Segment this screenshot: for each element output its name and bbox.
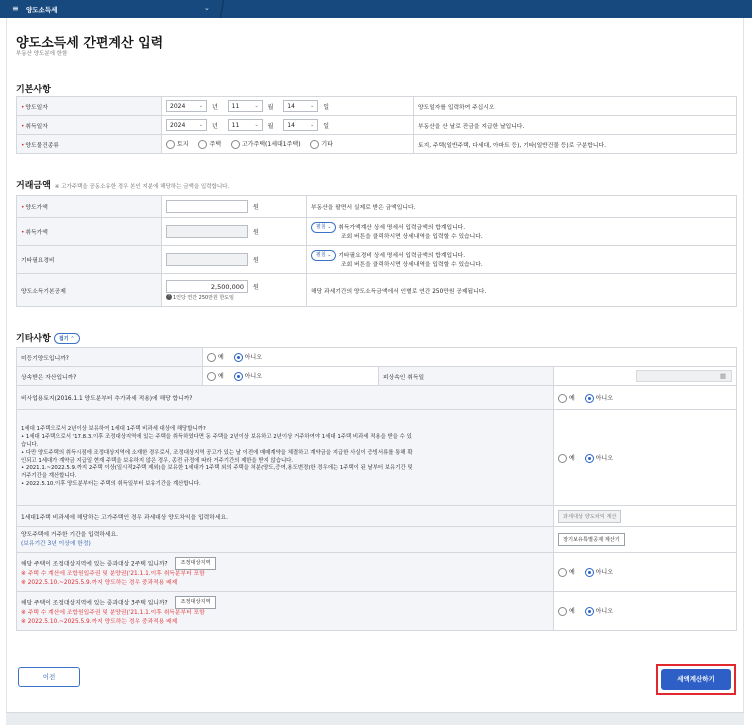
heavy3-note-2: ※ 2022.5.10.~2025.5.9.까지 양도하는 경우 중과적용 배제: [21, 618, 178, 625]
decedent-date-input[interactable]: [636, 370, 732, 382]
top-nav-bar: [0, 0, 752, 18]
basic-deduction-input[interactable]: 2,500,000: [166, 280, 248, 293]
heavy3-note-1: ※ 주택 수 계산에 조합원입주권 및 분양권('21.1.1.이후 취득분부터 포함: [21, 610, 205, 617]
heavy2-note-2: ※ 2022.5.10.~2025.5.9.까지 양도하는 경우 중과적용 배제: [21, 579, 178, 586]
info-icon: !: [166, 294, 172, 300]
heavy2-question: 해당 주택이 조정대상지역에 있는 중과대상 2주택 입니까? 조정대상지역: [21, 557, 549, 571]
acquire-hint-1: 취득가액계산 상세 명세서 입력금액의 합계입니다.: [338, 224, 466, 231]
nonbiz-yes[interactable]: 예: [558, 393, 575, 403]
residence-cell: [554, 527, 737, 553]
sale-price-input[interactable]: [166, 200, 248, 213]
acquire-month-select[interactable]: 11 ⌄: [228, 119, 263, 131]
bottom-bar: [6, 712, 744, 725]
inherited-cell: [203, 367, 379, 386]
other-expense-label: 기타필요경비: [17, 246, 162, 274]
section-title-other: 기타사항 접기 ⌃: [16, 331, 80, 344]
basic-deduction-hint: 해당 과세기간의 양도소득금액에서 인별로 연간 250만원 공제됩니다.: [307, 274, 737, 307]
calc-button-highlight: [656, 664, 736, 695]
sale-price-cell: [162, 196, 307, 218]
chevron-down-icon: ⌄: [310, 103, 315, 109]
one-house-line: • 2021.1.~2022.5.9.까지 2주택 이상(일시적2주택 제외)을 보유한 1세대가 1주택 외의 주택을 처분(양도,증여,용도변경)한 경우에는 1주택이 된 날부터 보유기간 및: [21, 465, 413, 472]
chevron-down-icon: ⌄: [254, 122, 259, 128]
radio-other[interactable]: 기타: [310, 139, 333, 149]
property-type-label: •양도물건종류: [17, 135, 162, 154]
acquire-year-select[interactable]: 2024 ⌄: [166, 119, 207, 131]
year-unit: 년: [212, 122, 218, 130]
other-expense-cell: [162, 246, 307, 274]
residence-text: 양도주택에 거주한 기간을 입력하세요.: [21, 532, 118, 539]
won-unit: 원: [253, 283, 259, 291]
inherited-label: 상속받은 자산입니까?: [17, 367, 203, 386]
heavy3-question: 해당 주택이 조정대상지역에 있는 중과대상 3주택 입니까? 조정대상지역: [21, 596, 549, 610]
transfer-date-hint: 양도일자를 입력하여 주십시오: [414, 97, 737, 116]
heavy2-cell: [554, 553, 737, 592]
inherited-no[interactable]: 아니오: [234, 371, 262, 381]
heavy2-note-1: ※ 주택 수 계산에 조합원입주권 및 분양권('21.1.1.이후 취득분부터 포함: [21, 571, 205, 578]
chevron-down-icon: ⌄: [198, 122, 203, 128]
unregistered-yes[interactable]: 예: [207, 352, 224, 362]
decedent-date-cell: [554, 367, 737, 386]
heavy3-yes[interactable]: 예: [558, 606, 575, 616]
day-unit: 일: [323, 122, 330, 130]
chevron-down-icon: ⌄: [254, 103, 259, 109]
expense-hint-2: 조회 버튼을 클릭하시면 상세내역을 입력할 수 있습니다.: [341, 261, 483, 268]
unregistered-cell: [203, 348, 737, 367]
other-expense-input[interactable]: [166, 253, 248, 266]
transfer-date-label: •양도일자: [17, 97, 162, 116]
amount-table: [16, 195, 737, 307]
heavy2-yes[interactable]: 예: [558, 567, 575, 577]
acquire-price-label: •취득가액: [17, 218, 162, 246]
expand-expense-button[interactable]: 펼침 ⌄: [311, 250, 336, 261]
region-button-2[interactable]: 조정대상지역: [175, 557, 215, 571]
heavy2-no[interactable]: 아니오: [585, 567, 613, 577]
chevron-down-icon: ⌄: [198, 103, 203, 109]
won-unit: 원: [253, 204, 259, 211]
property-type-cell: [162, 135, 414, 154]
residence-note: (보유기간 3년 이상에 한정): [21, 540, 91, 547]
decedent-date-label: 피상속인 취득일: [379, 367, 554, 386]
section-title-amount: 거래금액 ※ 고가주택을 공동소유한 경우 본인 지분에 해당하는 금액을 입력합니다.: [16, 181, 230, 191]
basic-deduction-label: 양도소득기본공제: [17, 274, 162, 307]
one-house-line: 거주기간을 계산합니다.: [21, 473, 77, 480]
acquire-date-cell: [162, 116, 414, 135]
other-table: [16, 347, 737, 631]
deduction-note: ! 1인당 연간 250만원 한도임: [166, 294, 302, 301]
calculate-tax-button[interactable]: 세액계산하기: [661, 669, 731, 690]
acquire-date-hint: 부동산을 산 날로 잔금을 지급한 날입니다.: [414, 116, 737, 135]
chevron-down-icon: ⌄: [310, 122, 315, 128]
transfer-date-cell: [162, 97, 414, 116]
one-house-line: 1세대 1주택으로서 2년이상 보유하여 1세대 1주택 비과세 대상에 해당합니까?: [21, 426, 206, 433]
expand-acquire-button[interactable]: 펼침 ⌄: [311, 222, 336, 233]
long-term-deduction-calc-button[interactable]: 장기보유특별공제 계산기: [558, 533, 625, 546]
nonbiz-land-label: 비사업용토지(2016.1.1 양도분부터 추가과세 적용)에 해당 합니까?: [17, 386, 554, 410]
other-expense-hint-cell: [307, 246, 737, 274]
won-unit: 원: [253, 229, 259, 236]
hamburger-icon[interactable]: ≡: [12, 4, 19, 13]
one-house-line: 인되고 1세대가 계약금 지급일 현재 주택을 보유하지 않은 경우, 종전 규정에 따라 거주기간의 제한을 받지 않습니다.: [21, 457, 294, 464]
acquire-price-cell: [162, 218, 307, 246]
section-title-basic: 기본사항: [16, 85, 51, 95]
one-house-line: • 1세대 1주택으로서 '17.8.3.이후 조정대상지역에 있는 주택을 취득하였다면 동 주택을 2년이상 보유하고 2년이상 거주하여야 1세대 1주택 비과세 적용을 받을 수 있: [21, 434, 412, 441]
radio-house[interactable]: 주택: [198, 139, 221, 149]
luxury-house-cell: [554, 506, 737, 527]
chevron-down-icon[interactable]: ⌄: [204, 4, 210, 12]
one-house-line: • 다만 양도주택의 취득시점에 조정대상지역에 소재한 경우로서, 조정대상지역 공고가 있는 날 이전에 매매계약을 체결하고 계약금을 지급한 사실이 증빙서류를 통해 확: [21, 449, 413, 456]
basic-info-table: [16, 96, 737, 154]
expense-hint-1: 기타필요경비 상세 명세서 입력금액의 합계입니다.: [338, 252, 466, 259]
transfer-month-select[interactable]: 11 ⌄: [228, 100, 263, 112]
heavy2-label: [17, 553, 554, 592]
month-unit: 월: [267, 103, 274, 111]
breadcrumb-divider: [214, 0, 230, 18]
one-house-yes[interactable]: 예: [558, 453, 575, 463]
transfer-year-select[interactable]: 2024 ⌄: [166, 100, 207, 112]
one-house-no[interactable]: 아니오: [585, 453, 613, 463]
calendar-icon[interactable]: ▦: [719, 372, 727, 380]
nonbiz-land-cell: [554, 386, 737, 410]
unregistered-no[interactable]: 아니오: [234, 352, 262, 362]
heavy3-label: [17, 592, 554, 631]
luxury-house-label: 1세대1주택 비과세에 해당하는 고가주택인 경우 과세대상 양도차익을 입력하세요.: [17, 506, 554, 527]
heavy3-cell: [554, 592, 737, 631]
page-title: 양도소득세 간편계산 입력: [16, 36, 164, 51]
prev-button[interactable]: 이전: [18, 667, 80, 687]
property-type-hint: 토지, 주택(일반주택, 다세대, 아파트 등), 기타(일반건물 등)로 구분합니다.: [414, 135, 737, 154]
acquire-price-input[interactable]: [166, 225, 248, 238]
taxable-gain-calc-button[interactable]: 과세대상 양도차익 계산: [558, 510, 621, 523]
month-unit: 월: [267, 122, 274, 130]
page-subtitle: 부동산 양도분에 한함: [16, 51, 68, 57]
acquire-hint-2: 조회 버튼을 클릭하시면 상세내역을 입력할 수 있습니다.: [341, 233, 483, 240]
nonbiz-no[interactable]: 아니오: [585, 393, 613, 403]
region-button-3[interactable]: 조정대상지역: [175, 596, 215, 610]
sale-price-label: •양도가액: [17, 196, 162, 218]
year-unit: 년: [212, 103, 218, 111]
sale-price-hint: 부동산을 팔면서 실제로 받은 금액입니다.: [307, 196, 737, 218]
acquire-day-select[interactable]: 14 ⌄: [283, 119, 318, 131]
transfer-day-select[interactable]: 14 ⌄: [283, 100, 318, 112]
radio-luxury-house[interactable]: 고가주택(1세대1주택): [231, 139, 301, 149]
residence-label: [17, 527, 554, 553]
one-house-line: 습니다.: [21, 441, 39, 448]
won-unit: 원: [253, 257, 259, 264]
collapse-toggle-button[interactable]: 접기 ⌃: [54, 333, 80, 344]
basic-deduction-cell: [162, 274, 307, 307]
one-house-line: • 2022.5.10.이후 양도분부터는 주택의 취득일부터 보유기간을 계산합니다.: [21, 480, 201, 487]
radio-land[interactable]: 토지: [166, 139, 189, 149]
heavy3-no[interactable]: 아니오: [585, 606, 613, 616]
one-house-cell: [554, 410, 737, 506]
day-unit: 일: [323, 103, 330, 111]
acquire-price-hint-cell: [307, 218, 737, 246]
amount-note: ※ 고가주택을 공동소유한 경우 본인 지분에 해당하는 금액을 입력합니다.: [54, 184, 230, 190]
one-house-label: [17, 410, 554, 506]
acquire-date-label: •취득일자: [17, 116, 162, 135]
inherited-yes[interactable]: 예: [207, 371, 224, 381]
breadcrumb[interactable]: 양도소득세: [26, 6, 58, 14]
unregistered-label: 미등기양도입니까?: [17, 348, 203, 367]
